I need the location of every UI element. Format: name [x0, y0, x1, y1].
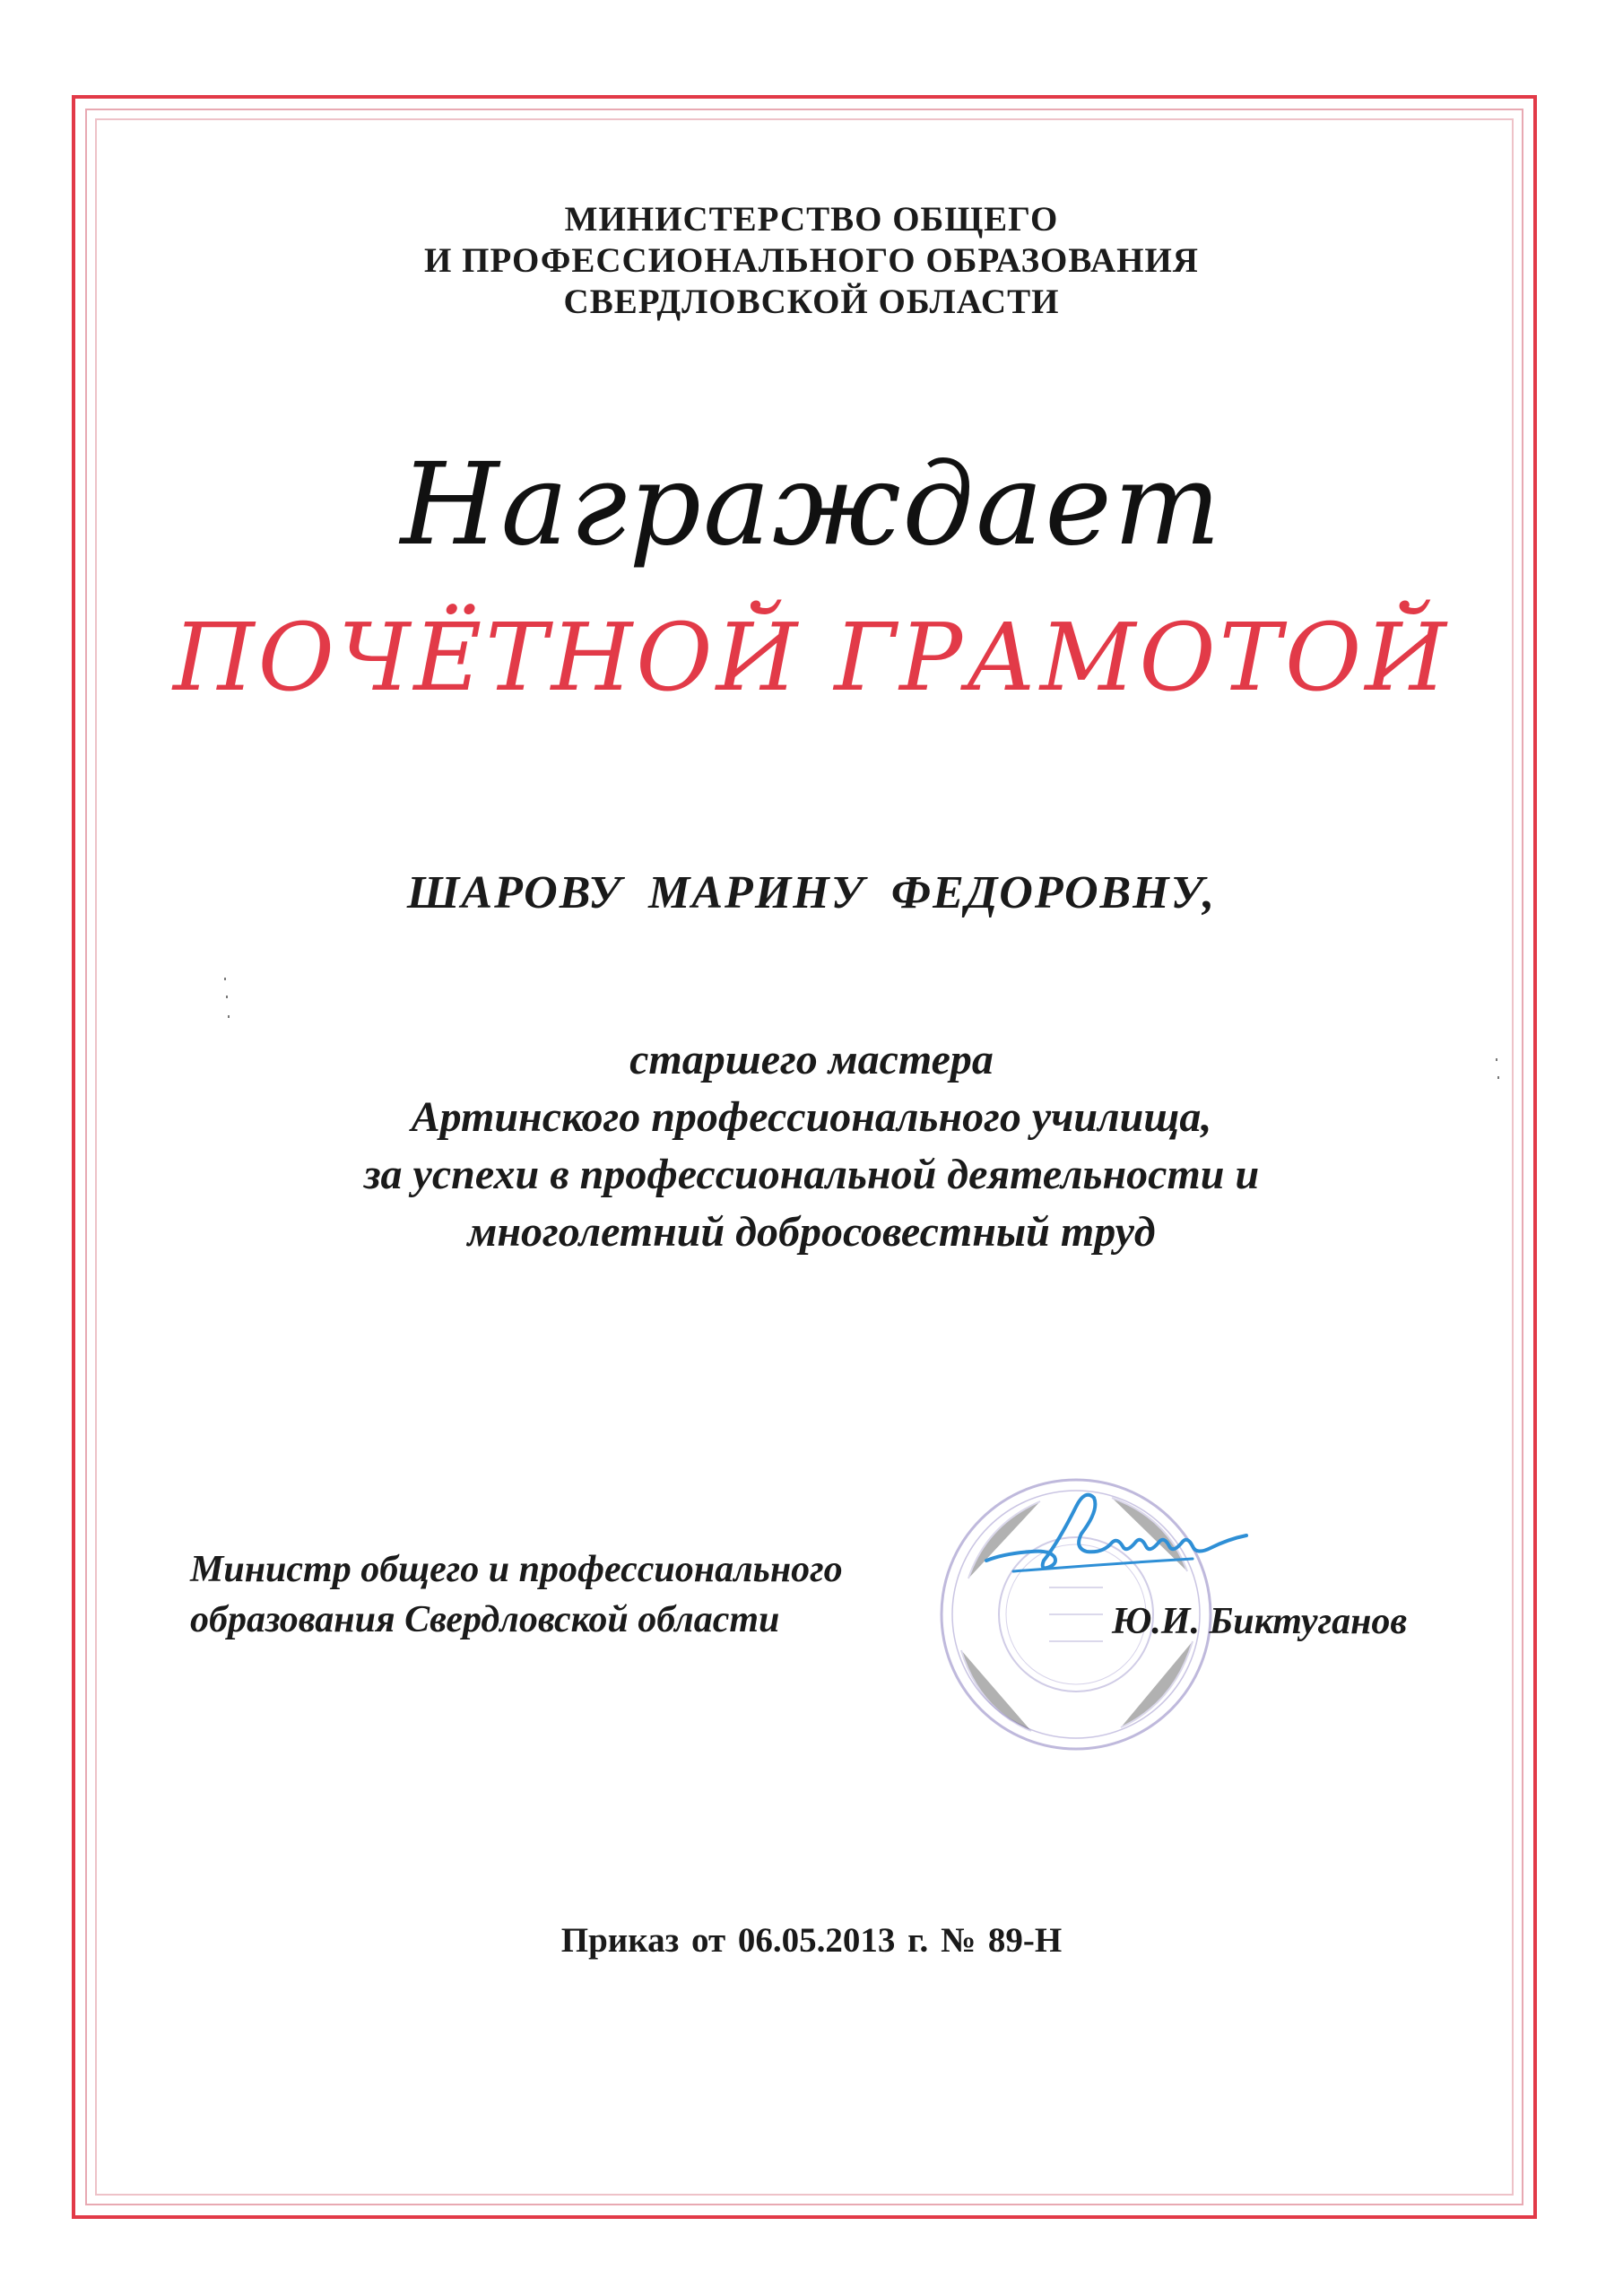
award-verb: Награждает [400, 439, 1223, 570]
scan-speck [228, 1015, 230, 1018]
award-title: ПОЧЁТНОЙ ГРАМОТОЙ [172, 603, 1450, 712]
ministry-line: МИНИСТЕРСТВО ОБЩЕГО [564, 200, 1059, 239]
scan-speck [1496, 1058, 1497, 1061]
recipient-name: ШАРОВУ МАРИНУ ФЕДОРОВНУ, [406, 867, 1217, 918]
ministry-header [0, 199, 1623, 323]
description-line: за успехи в профессиональной деятельности и [363, 1151, 1260, 1198]
description-line: старшего мастера [629, 1036, 994, 1083]
description-line: Артинского профессионального училища, [411, 1093, 1212, 1141]
scan-speck [1497, 1076, 1499, 1079]
signer-position-line: Министр общего и профессионального [190, 1549, 843, 1590]
signer-position-line: образования Свердловской области [190, 1599, 780, 1640]
scan-speck [226, 996, 228, 998]
handwritten-signature [968, 1471, 1264, 1596]
signer-position [190, 1544, 843, 1645]
description-line: многолетний добросовестный труд [467, 1208, 1156, 1256]
ministry-line: СВЕРДЛОВСКОЙ ОБЛАСТИ [563, 283, 1060, 321]
ministry-line: И ПРОФЕССИОНАЛЬНОГО ОБРАЗОВАНИЯ [424, 241, 1199, 280]
scan-speck [224, 978, 226, 980]
signer-name: Ю.И. Биктуганов [1112, 1601, 1408, 1642]
order-reference: Приказ от 06.05.2013 г. № 89-Н [560, 1921, 1063, 1960]
award-description [0, 1031, 1623, 1261]
